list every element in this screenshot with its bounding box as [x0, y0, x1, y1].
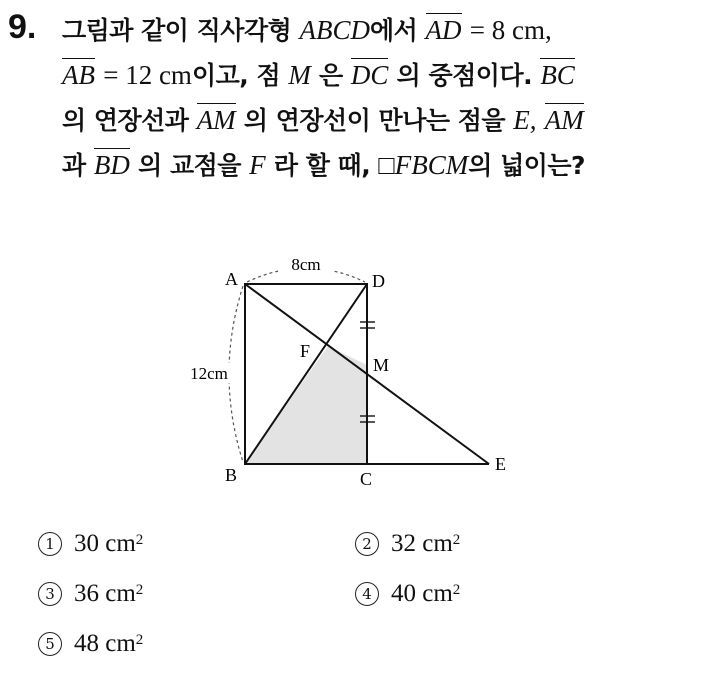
q-text-4: 은	[319, 61, 343, 90]
label-m: M	[373, 355, 390, 375]
label-a: A	[225, 269, 238, 289]
q-text-5: 의 중점이다.	[396, 61, 533, 90]
question-number: 9.	[8, 8, 37, 46]
question-text	[62, 8, 702, 188]
choice-5-unit: cm	[105, 630, 136, 657]
choice-1[interactable]	[38, 530, 143, 558]
rect-name: ABCD	[299, 15, 370, 45]
ab-length: = 12 cm	[103, 60, 192, 90]
label-e: E	[495, 454, 506, 474]
choice-5-exp: 2	[135, 631, 144, 648]
q-text-8: 과	[62, 151, 86, 180]
choice-3-unit: cm	[105, 580, 136, 607]
q-text-10: 라 할 때,	[273, 151, 371, 180]
choice-1-marker: 1	[38, 532, 62, 556]
choice-4-exp: 2	[452, 581, 461, 598]
q-text-6: 의 연장선과	[62, 106, 189, 135]
segment-ad: AD	[425, 15, 462, 45]
segment-bd: BD	[93, 150, 130, 180]
label-d: D	[372, 271, 385, 291]
q-text-2: 에서	[369, 16, 418, 45]
choice-2-value: 32	[391, 530, 416, 557]
choice-4-marker: 4	[355, 582, 379, 606]
choice-3-marker: 3	[38, 582, 62, 606]
q-text-3: 이고, 점	[191, 61, 281, 90]
label-side-length: 12cm	[190, 364, 228, 383]
q-text-9: 의 교점을	[138, 151, 241, 180]
choice-5-value: 48	[74, 630, 99, 657]
point-e: E,	[513, 105, 537, 135]
segment-ab: AB	[62, 60, 95, 90]
choice-2-unit: cm	[422, 530, 453, 557]
segment-am: AM	[196, 105, 236, 135]
segment-dc: DC	[350, 60, 389, 90]
choice-4-unit: cm	[422, 580, 453, 607]
choice-1-unit: cm	[105, 530, 136, 557]
choice-3-exp: 2	[135, 581, 144, 598]
choice-3-value: 36	[74, 580, 99, 607]
q-text-11: 의 넓이는?	[468, 151, 586, 180]
segment-am-2: AM	[544, 105, 584, 135]
choice-4-value: 40	[391, 580, 416, 607]
label-top-length: 8cm	[291, 255, 321, 274]
segment-bc: BC	[540, 60, 575, 90]
shaded-region-fbcm	[245, 346, 367, 464]
q-text-1: 그림과 같이 직사각형	[62, 16, 292, 45]
choice-2-marker: 2	[355, 532, 379, 556]
label-c: C	[360, 469, 373, 489]
choice-5[interactable]	[38, 630, 143, 658]
label-f: F	[300, 341, 311, 361]
quad-name: □FBCM	[378, 150, 469, 180]
point-f: F	[249, 150, 266, 180]
q-text-7: 의 연장선이 만나는 점을	[243, 106, 506, 135]
point-m: M	[288, 60, 311, 90]
choice-3[interactable]	[38, 580, 143, 608]
choice-5-marker: 5	[38, 632, 62, 656]
choice-1-exp: 2	[135, 531, 144, 548]
choice-4[interactable]	[355, 580, 460, 608]
choice-2-exp: 2	[452, 531, 461, 548]
label-b: B	[225, 465, 238, 485]
choice-1-value: 30	[74, 530, 99, 557]
geometry-figure	[170, 250, 530, 490]
ad-length: = 8 cm,	[469, 15, 552, 45]
choice-2[interactable]	[355, 530, 460, 558]
